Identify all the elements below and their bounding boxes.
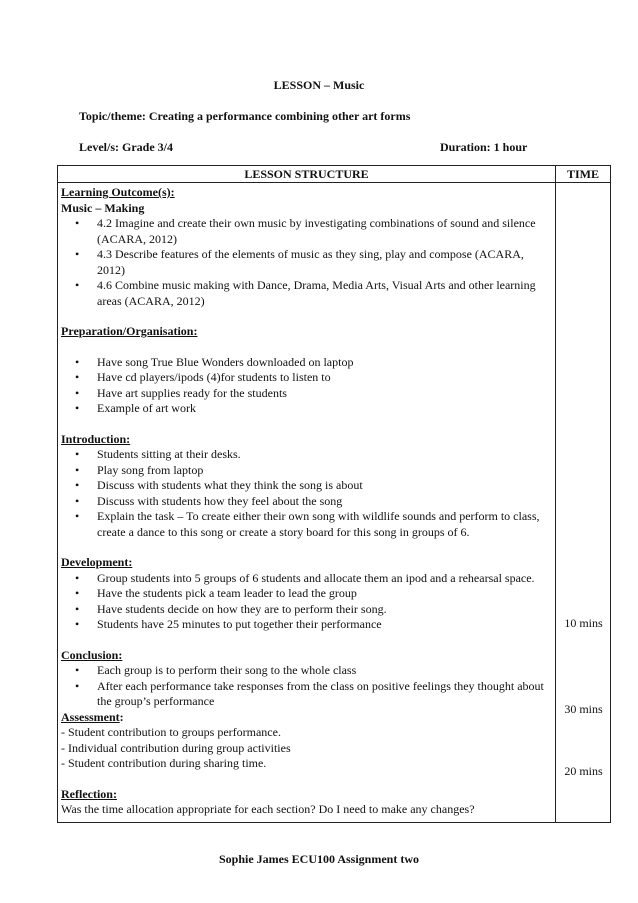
list-item: • 4.6 Combine music making with Dance, Drama, Media Arts, Visual Arts and other learning areas (ACARA, 2012) bbox=[97, 278, 551, 309]
list-item: • After each performance take responses from the class on positive feelings they thought about the group’s performance bbox=[97, 679, 551, 710]
time-cell bbox=[556, 183, 611, 823]
reflection-line: Was the time allocation appropriate for each section? Do I need to make any changes? bbox=[61, 802, 475, 816]
list-item: • Each group is to perform their song to the whole class bbox=[97, 663, 551, 679]
list-item: • Play song from laptop bbox=[97, 463, 551, 479]
lesson-content-cell bbox=[58, 183, 556, 823]
assessment-heading: Assessment bbox=[61, 709, 120, 724]
list-item: • Discuss with students how they feel about the song bbox=[97, 494, 551, 510]
list-item: • Discuss with students what they think the song is about bbox=[97, 478, 551, 494]
list-item: • Group students into 5 groups of 6 students and allocate them an ipod and a rehearsal space. bbox=[97, 571, 551, 587]
list-item: • Students have 25 minutes to put together their performance bbox=[97, 617, 551, 633]
list-item: • Students sitting at their desks. bbox=[97, 447, 551, 463]
time-conclusion: 30 mins bbox=[564, 702, 603, 716]
introduction-heading: Introduction: bbox=[61, 431, 131, 446]
list-item: • Example of art work bbox=[97, 401, 551, 417]
column-header-time: TIME bbox=[556, 166, 611, 183]
list-item: • Have song True Blue Wonders downloaded on laptop bbox=[97, 355, 551, 371]
assessment-line: - Student contribution to groups performance. bbox=[61, 725, 281, 739]
list-item: • 4.2 Imagine and create their own music by investigating combinations of sound and silence (ACARA, 2012) bbox=[97, 216, 551, 247]
assessment-line: - Student contribution during sharing time. bbox=[61, 756, 267, 770]
assessment-heading-colon: : bbox=[119, 709, 124, 724]
introduction-list bbox=[61, 447, 551, 540]
learning-outcomes-heading: Learning Outcome(s): bbox=[61, 185, 175, 199]
list-item: • Have the students pick a team leader to lead the group bbox=[97, 586, 551, 602]
assessment-line: - Individual contribution during group activities bbox=[61, 740, 291, 755]
footer-author: Sophie James ECU100 Assignment two bbox=[218, 852, 419, 866]
grade-level: Level/s: Grade 3/4 bbox=[79, 140, 173, 154]
lesson-title: LESSON – Music bbox=[273, 78, 365, 92]
column-header-lesson-structure: LESSON STRUCTURE bbox=[58, 166, 556, 183]
conclusion-heading: Conclusion: bbox=[61, 647, 123, 662]
reflection-heading: Reflection: bbox=[61, 786, 117, 801]
lesson-structure-table bbox=[57, 165, 611, 823]
learning-outcomes-list bbox=[61, 216, 551, 309]
list-item: • Have art supplies ready for the students bbox=[97, 386, 551, 402]
learning-outcomes-subheading: Music – Making bbox=[61, 200, 145, 215]
conclusion-list bbox=[61, 663, 551, 710]
time-assessment: 20 mins bbox=[564, 764, 603, 778]
preparation-list bbox=[61, 355, 551, 417]
preparation-heading: Preparation/Organisation: bbox=[61, 324, 198, 338]
time-development: 10 mins bbox=[564, 616, 603, 630]
list-item: • Have students decide on how they are to perform their song. bbox=[97, 602, 551, 618]
assessment-heading-row bbox=[61, 710, 551, 726]
list-item: • Explain the task – To create either their own song with wildlife sounds and perform to class, create a dance to this song or create a story board for this song in groups of 6. bbox=[97, 509, 551, 540]
development-list bbox=[61, 571, 551, 633]
list-item: • 4.3 Describe features of the elements of music as they sing, play and compose (ACARA, 2012) bbox=[97, 247, 551, 278]
duration: Duration: 1 hour bbox=[440, 140, 528, 154]
development-heading: Development: bbox=[61, 555, 133, 569]
topic-theme: Topic/theme: Creating a performance combining other art forms bbox=[79, 109, 411, 123]
list-item: • Have cd players/ipods (4)for students to listen to bbox=[97, 370, 551, 386]
